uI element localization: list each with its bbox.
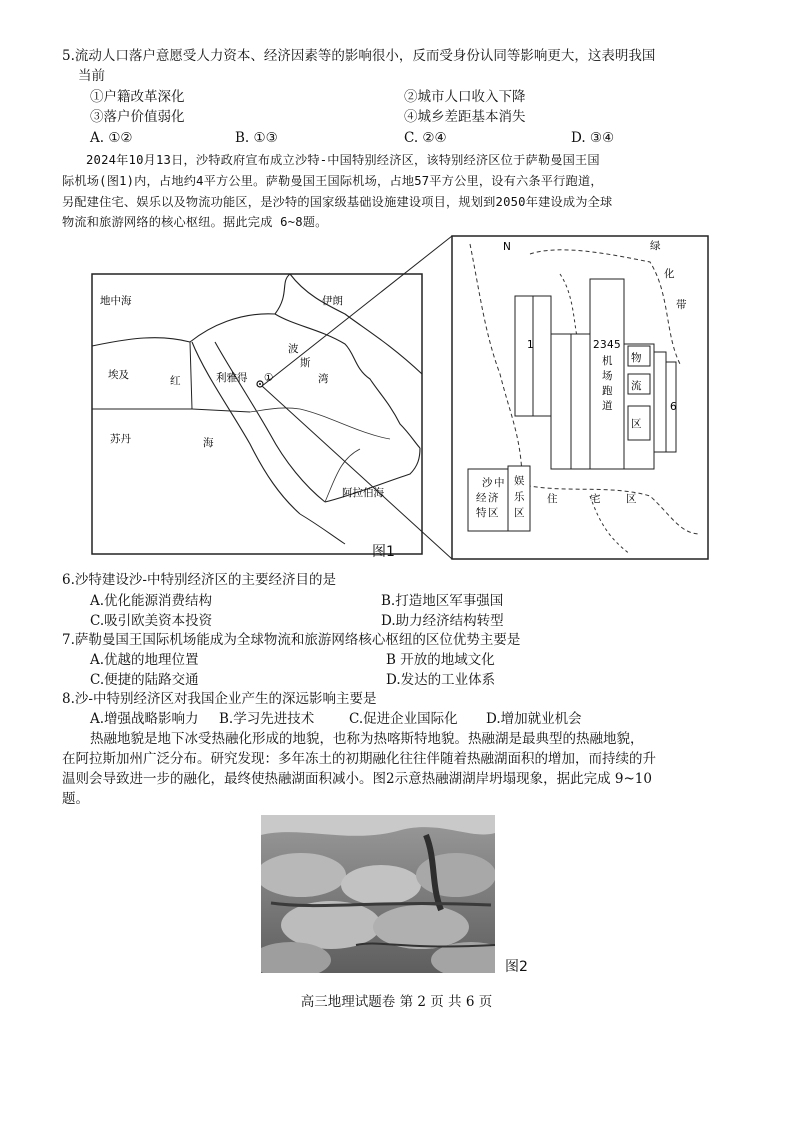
logistics-1: 物 xyxy=(631,352,642,364)
q7-choice-d: D.发达的工业体系 xyxy=(386,672,496,688)
figure1-caption: 图1 xyxy=(372,544,395,560)
regional-map xyxy=(92,236,452,559)
intro1-line4: 物流和旅游网络的核心枢纽。据此完成 6~8题。 xyxy=(62,215,328,229)
intro1-line1: 2024年10月13日，沙特政府宣布成立沙特-中国特别经济区，该特别经济区位于萨勒曼国王国 xyxy=(86,153,600,167)
label-red-sea-1: 红 xyxy=(170,375,181,387)
label-gulf-1: 波 xyxy=(288,343,299,355)
north-arrow: N xyxy=(503,241,511,253)
q8-choice-d: D.增加就业机会 xyxy=(486,711,582,727)
green-belt-1: 绿 xyxy=(650,240,661,252)
runway-char-4: 道 xyxy=(602,400,613,412)
runway-char-1: 机 xyxy=(602,355,613,367)
q7-choice-c: C.便捷的陆路交通 xyxy=(90,672,199,688)
label-red-sea-2: 海 xyxy=(203,437,214,449)
residential-1: 住 xyxy=(547,493,558,505)
label-point: ① xyxy=(264,372,274,384)
intro2-line1: 热融地貌是地下冰受热融化形成的地貌，也称为热喀斯特地貌。热融湖是最典型的热融地貌， xyxy=(90,731,644,747)
sez-1: 沙 xyxy=(482,477,493,489)
figure1-map xyxy=(90,234,710,564)
label-riyadh: 利雅得 xyxy=(216,372,248,384)
sez-6: 区 xyxy=(488,507,499,519)
runway-6: 6 xyxy=(670,401,677,413)
q5-choice-a: A. ①② xyxy=(90,130,133,146)
q5-choice-b: B. ①③ xyxy=(235,130,278,146)
intro2-line3: 温则会导致进一步的融化，最终使热融湖面积减小。图2示意热融湖湖岸坍塌现象，据此完成 9~10 xyxy=(62,771,652,787)
q8-choice-b: B.学习先进技术 xyxy=(219,711,315,727)
q8-stem: 8.沙-中特别经济区对我国企业产生的深远影响主要是 xyxy=(62,691,377,707)
label-arabian-sea: 阿拉伯海 xyxy=(342,487,384,499)
q6-choice-b: B.打造地区军事强国 xyxy=(381,593,504,609)
label-gulf-2: 斯 xyxy=(300,357,311,369)
q5-choice-c: C. ②④ xyxy=(404,130,447,146)
q5-item-2: ②城市人口收入下降 xyxy=(404,89,526,105)
logistics-3: 区 xyxy=(631,418,642,430)
q8-choice-c: C.促进企业国际化 xyxy=(349,711,458,727)
q6-stem: 6.沙特建设沙-中特别经济区的主要经济目的是 xyxy=(62,572,336,588)
q6-choice-a: A.优化能源消费结构 xyxy=(90,593,213,609)
q5-stem-line2: 当前 xyxy=(78,68,105,84)
intro1-line2: 际机场(图1)内，占地约4平方公里。萨勒曼国王国际机场，占地57平方公里，设有六条平行跑道， xyxy=(62,174,603,188)
residential-3: 区 xyxy=(626,493,637,505)
runway-2: 2 xyxy=(593,339,600,351)
q5-item-3: ③落户价值弱化 xyxy=(90,109,185,125)
entertainment-3: 区 xyxy=(514,507,525,519)
q6-choice-d: D.助力经济结构转型 xyxy=(381,613,504,629)
intro2-line2: 在阿拉斯加州广泛分布。研究发现：多年冻土的初期融化往往伴随着热融湖面积的增加，而持续的升 xyxy=(62,751,656,767)
residential-2: 宅 xyxy=(590,493,601,505)
q5-stem-line1: 5.流动人口落户意愿受人力资本、经济因素等的影响很小，反而受身份认同等影响更大，这表明我国 xyxy=(62,48,656,64)
green-belt-2: 化 xyxy=(664,268,675,280)
thermokarst-photo-art xyxy=(261,815,495,973)
runway-char-3: 跑 xyxy=(602,385,613,397)
runway-3: 3 xyxy=(600,339,607,351)
label-iran: 伊朗 xyxy=(322,295,343,307)
sez-4: 济 xyxy=(488,492,499,504)
runway-1: 1 xyxy=(527,339,534,351)
q7-stem: 7.萨勒曼国王国际机场能成为全球物流和旅游网络核心枢纽的区位优势主要是 xyxy=(62,632,521,648)
q7-choice-a: A.优越的地理位置 xyxy=(90,652,199,668)
label-gulf-3: 湾 xyxy=(318,373,329,385)
label-sudan: 苏丹 xyxy=(110,433,131,445)
q7-choice-b: B 开放的地域文化 xyxy=(386,652,495,668)
q5-choice-d: D. ③④ xyxy=(571,130,615,146)
label-egypt: 埃及 xyxy=(108,369,129,381)
page-footer: 高三地理试题卷 第 2 页 共 6 页 xyxy=(300,994,493,1010)
sez-3: 经 xyxy=(476,492,487,504)
runway-5: 5 xyxy=(614,339,621,351)
logistics-2: 流 xyxy=(631,380,642,392)
intro1-line3: 另配建住宅、娱乐以及物流功能区，是沙特的国家级基础设施建设项目，规划到2050年建设成为全球 xyxy=(62,195,613,209)
sez-2: 中 xyxy=(494,477,505,489)
sez-5: 特 xyxy=(476,507,487,519)
entertainment-2: 乐 xyxy=(514,491,525,503)
label-mediterranean: 地中海 xyxy=(100,295,132,307)
q5-item-4: ④城乡差距基本消失 xyxy=(404,109,526,125)
thermokarst-photo xyxy=(261,815,495,973)
q8-choice-a: A.增强战略影响力 xyxy=(90,711,199,727)
intro2-line4: 题。 xyxy=(62,791,89,807)
figure2-caption: 图2 xyxy=(505,959,528,975)
green-belt-3: 带 xyxy=(676,299,687,311)
runway-4: 4 xyxy=(607,339,614,351)
q6-choice-c: C.吸引欧美资本投资 xyxy=(90,613,213,629)
entertainment-1: 娱 xyxy=(514,475,525,487)
q5-item-1: ①户籍改革深化 xyxy=(90,89,185,105)
map-labels xyxy=(100,294,384,499)
runway-char-2: 场 xyxy=(602,370,613,382)
